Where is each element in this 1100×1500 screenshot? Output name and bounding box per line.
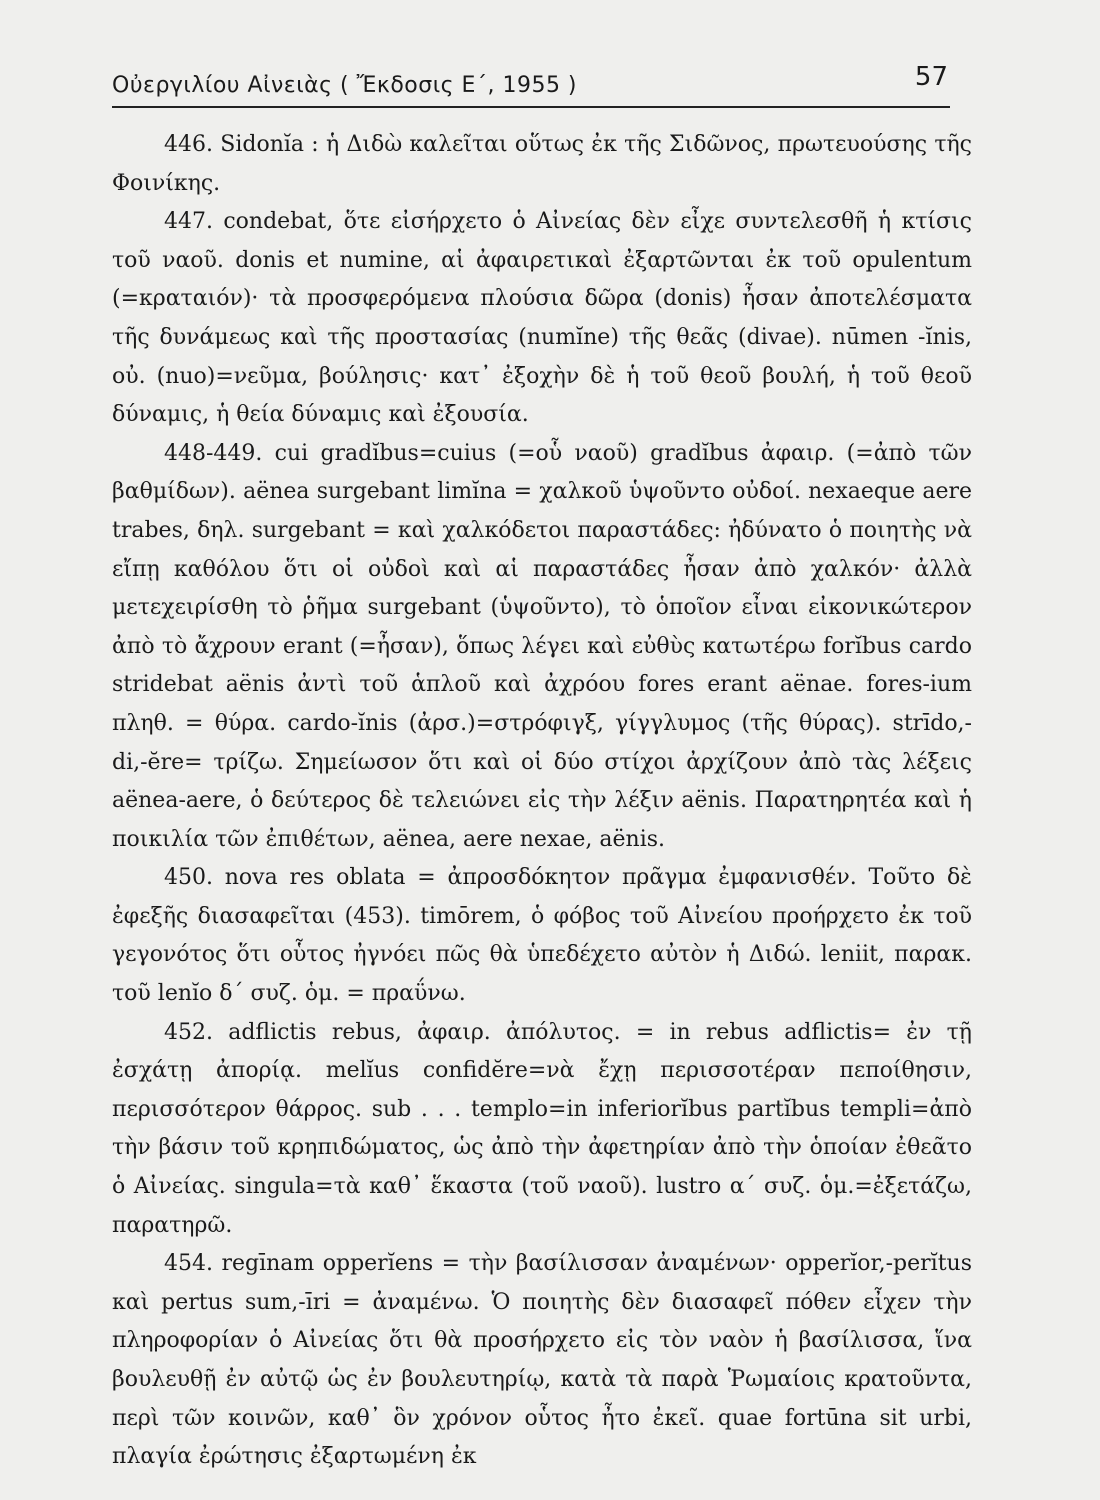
note-452: 452. adflictis rebus, ἀφαιρ. ἀπόλυτος. = in rebus adflictis= ἐν τῇ ἐσχάτῃ ἀπορίᾳ. melĭus confidĕre=νὰ ἔχῃ περισσοτέραν πεποίθησιν, περισσότερον θάρρος. sub . . . templo=in inferiorĭbus partĭbus templi=ἀπὸ τὴν βάσιν τοῦ κρηπιδώματος, ὡς ἀπὸ τὴν ἀφετηρίαν ἀπὸ τὴν ὁποίαν ἐθεᾶτο ὁ Αἰνείας. singula=τὰ καθ᾿ ἕκαστα (τοῦ ναοῦ). lustro α΄ συζ. ὁμ.=ἐξετάζω, παρατηρῶ. (112, 1019, 972, 1238)
note-447: 447. condebat, ὅτε εἰσήρχετο ὁ Αἰνείας δὲν εἶχε συντελεσθῆ ἡ κτίσις τοῦ ναοῦ. donis et numine, αἱ ἀφαιρετικαὶ ἐξαρτῶνται ἐκ τοῦ opulentum (=κραταιόν)· τὰ προσφερόμενα πλούσια δῶρα (donis) ἦσαν ἀποτελέσματα τῆς δυνάμεως καὶ τῆς προστασίας (numĭne) τῆς θεᾶς (divae). nūmen -ĭnis, οὐ. (nuo)=νεῦμα, βούλησις· κατ᾿ ἐξοχὴν δὲ ἡ τοῦ θεοῦ βουλή, ἡ τοῦ θεοῦ δύναμις, ἡ θεία δύναμις καὶ ἐξουσία. (112, 209, 972, 428)
commentary-body (112, 126, 972, 1477)
running-title: Οὐεργιλίου Αἰνειὰς ( Ἔκδοσις Ε΄, 1955 ) (112, 73, 578, 98)
note-454: 454. regīnam opperĭens = τὴν βασίλισσαν ἀναμένων· opperĭor,-perĭtus καὶ pertus sum,-īri = ἀναμένω. Ὁ ποιητὴς δὲν διασαφεῖ πόθεν εἶχεν τὴν πληροφορίαν ὁ Αἰνείας ὅτι θὰ προσήρχετο εἰς τὸν ναὸν ἡ βασίλισσα, ἵνα βουλευθῇ ἐν αὐτῷ ὡς ἐν βουλευτηρίῳ, κατὰ τὰ παρὰ Ῥωμαίοις κρατοῦντα, περὶ τῶν κοινῶν, καθ᾿ ὃν χρόνον οὗτος ἦτο ἐκεῖ. quae fortūna sit urbi, πλαγία ἐρώτησις ἐξαρτωμένη ἐκ (112, 1251, 972, 1470)
note-450: 450. nova res oblata = ἀπροσδόκητον πρᾶγμα ἐμφανισθέν. Τοῦτο δὲ ἐφεξῆς διασαφεῖται (453). timōrem, ὁ φόβος τοῦ Αἰνείου προήρχετο ἐκ τοῦ γεγονότος ὅτι οὗτος ἠγνόει πῶς θὰ ὑπεδέχετο αὐτὸν ἡ Διδώ. leniit, παρακ. τοῦ lenĭo δ΄ συζ. ὁμ. = πραΰνω. (112, 865, 972, 1007)
page-number: 57 (914, 62, 948, 92)
note-446: 446. Sidonĭa : ἡ Διδὼ καλεῖται οὕτως ἐκ τῆς Σιδῶνος, πρωτευούσης τῆς Φοινίκης. (112, 132, 972, 196)
header-rule (112, 106, 950, 108)
note-448-449: 448-449. cui gradĭbus=cuius (=οὗ ναοῦ) gradĭbus ἀφαιρ. (=ἀπὸ τῶν βαθμίδων). aënea surgebant limĭna = χαλκοῦ ὑψοῦντο οὐδοί. nexaeque aere trabes, δηλ. surgebant = καὶ χαλκόδετοι παραστάδες: ἠδύνατο ὁ ποιητὴς νὰ εἴπῃ καθόλου ὅτι οἱ οὐδοὶ καὶ αἱ παραστάδες ἦσαν ἀπὸ χαλκόν· ἀλλὰ μετεχειρίσθη τὸ ῥῆμα surgebant (ὑψοῦντο), τὸ ὁποῖον εἶναι εἰκονικώτερον ἀπὸ τὸ ἄχρουν erant (=ἦσαν), ὅπως λέγει καὶ εὐθὺς κατωτέρω forĭbus cardo stridebat aënis ἀντὶ τοῦ ἁπλοῦ καὶ ἀχρόου fores erant aënae. fores-ium πληθ. = θύρα. cardo-ĭnis (ἀρσ.)=στρόφιγξ, γίγγλυμος (τῆς θύρας). strīdo,-di,-ĕre= τρίζω. Σημείωσον ὅτι καὶ οἱ δύο στίχοι ἀρχίζουν ἀπὸ τὰς λέξεις aënea-aere, ὁ δεύτερος δὲ τελειώνει εἰς τὴν λέξιν aënis. Παρατηρητέα καὶ ἡ ποικιλία τῶν ἐπιθέτων, aënea, aere nexae, aënis. (112, 440, 972, 852)
running-header (112, 62, 950, 108)
